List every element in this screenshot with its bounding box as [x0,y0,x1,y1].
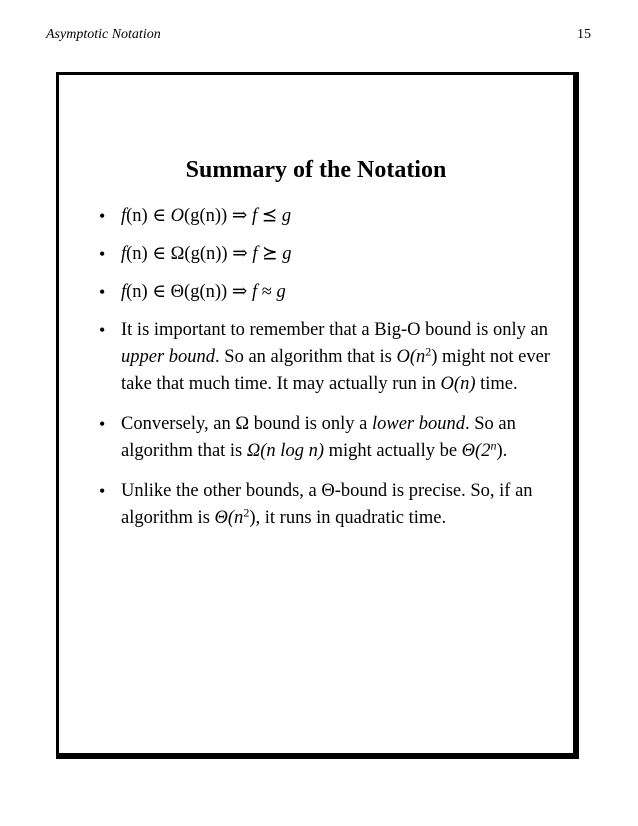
math-arg: (n) [126,282,148,302]
relation-symbol: ⪯ [257,206,282,226]
bullet-text: . So an algorithm that is [215,347,397,367]
bullet-text: time. [475,374,518,394]
math-set-arg: (g(n)) [184,206,228,226]
element-of-symbol: ∈ [147,244,171,264]
page-number: 15 [577,27,591,42]
bullet-big-theta-relation [99,279,557,306]
omega-symbol: Ω [235,414,250,434]
slide-title: Summary of the Notation [185,157,447,183]
math-o: O [440,374,454,394]
implies-symbol: ⇒ [227,244,253,264]
math-set: O [170,206,185,226]
math-arg: (n) [453,374,476,394]
bullet-big-omega-relation [99,241,557,268]
implies-symbol: ⇒ [227,206,252,226]
bullet-text: might not ever take that much time. It may actually run in [121,347,550,394]
relation-symbol: ≈ [257,282,277,302]
bullet-text: bound is only a [249,414,372,434]
math-f: f [251,206,258,226]
math-set: Ω [170,244,185,264]
bullet-text: It is important to remember that a Big-O bound is only an [121,320,548,340]
bullet-dot-icon: • [99,282,106,302]
running-head: Asymptotic Notation [46,27,161,42]
math-theta-n2: Θ(n [214,508,244,528]
math-f: f [121,282,127,302]
slide-frame [56,72,579,759]
math-arg: (n) [126,206,148,226]
math-f: f [252,244,258,264]
math-f: f [251,282,258,302]
math-omega-nlogn: Ω(n log n) [246,441,324,461]
math-set-arg: (g(n)) [184,244,228,264]
bullet-text: , it runs in quadratic time. [255,508,447,528]
math-f: f [121,244,127,264]
math-close: ) [249,508,256,528]
bullet-list [99,203,557,545]
math-exponent: 2 [243,505,250,520]
math-set: Θ [170,282,185,302]
math-g: g [281,206,292,226]
bullet-text: -bound is precise. So, if an algorithm is [121,481,533,528]
math-theta-2n: Θ(2 [461,441,491,461]
bullet-dot-icon: • [99,320,106,340]
relation-symbol: ⪰ [257,244,283,264]
bullet-text: Unlike the other bounds, a [121,481,322,501]
implies-symbol: ⇒ [227,282,252,302]
bullet-text: . [502,441,508,461]
theta-symbol: Θ [321,481,335,501]
element-of-symbol: ∈ [147,206,171,226]
math-close: ) [496,441,503,461]
bullet-text: . So an algorithm that is [121,414,516,461]
math-close: ) [431,347,438,367]
bullet-text: might actually be [323,441,462,461]
emphasis-text: lower bound [371,414,465,434]
math-exponent: 2 [425,344,432,359]
bullet-text: Conversely, an [121,414,236,434]
math-set-arg: (g(n)) [184,282,228,302]
bullet-omega-lower-bound [99,411,557,465]
math-g: g [276,282,286,302]
bullet-theta-precise [99,478,557,532]
math-exponent: n [490,438,497,453]
math-g: g [282,244,292,264]
math-arg: (n [409,347,426,367]
bullet-dot-icon: • [99,481,106,501]
math-o: O [396,347,410,367]
bullet-dot-icon: • [99,206,106,226]
math-f: f [121,206,127,226]
bullet-dot-icon: • [99,244,106,264]
element-of-symbol: ∈ [147,282,171,302]
emphasis-text: upper bound [121,347,216,367]
bullet-big-o-upper-bound [99,317,557,398]
bullet-dot-icon: • [99,414,106,434]
math-arg: (n) [126,244,148,264]
bullet-big-o-relation [99,203,557,230]
